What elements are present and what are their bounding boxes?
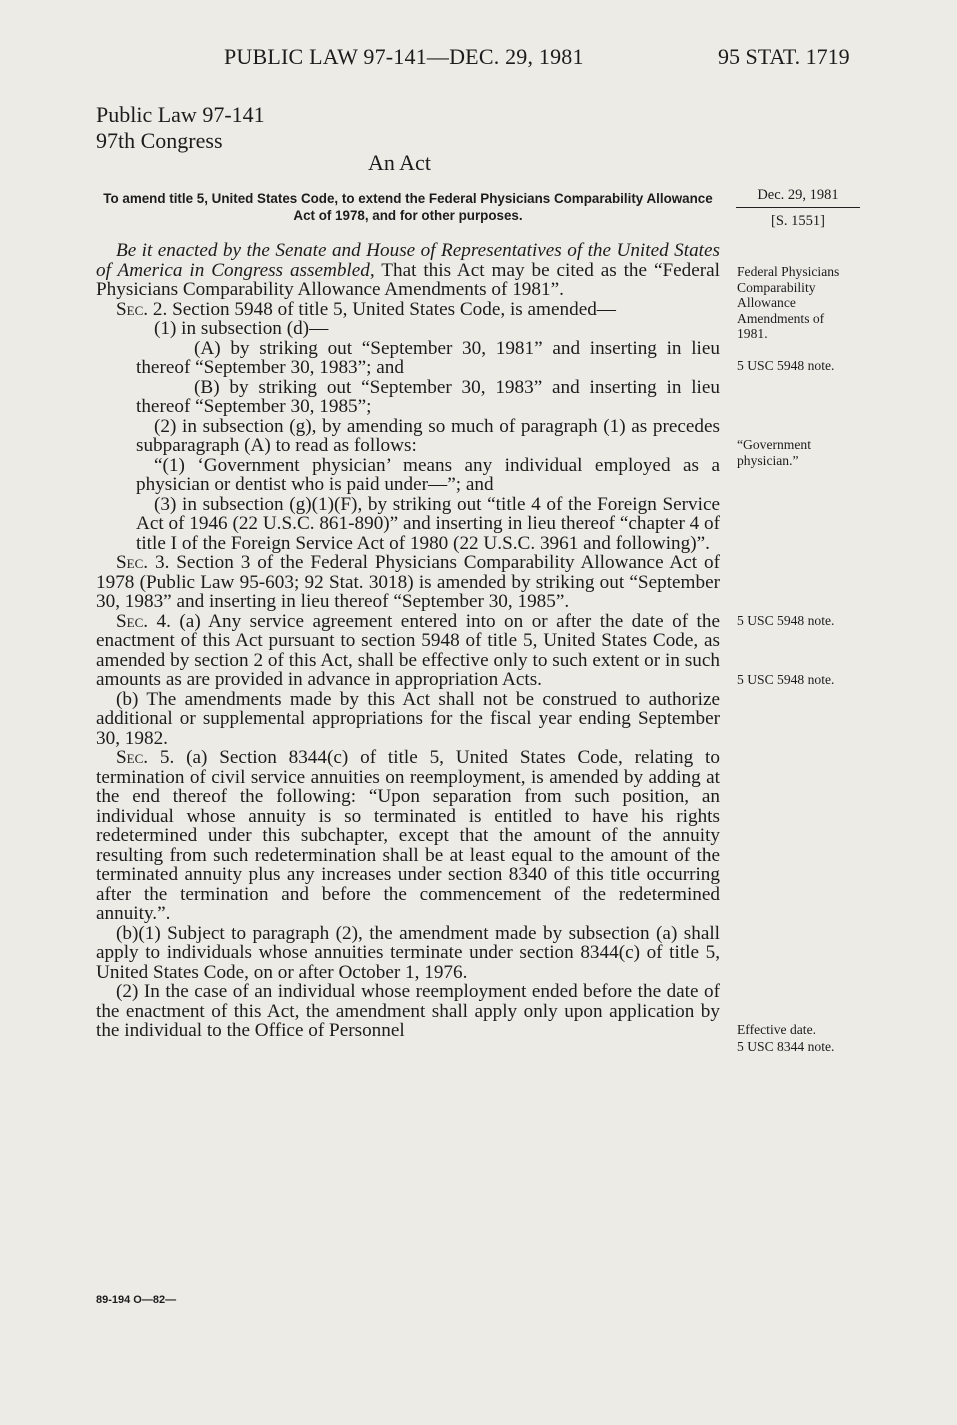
sec2-paragraph-1a: (A) by striking out “September 30, 1981” and inserting in lieu thereof “September 30, 1983”; and: [136, 337, 720, 378]
section-5a: [96, 748, 720, 924]
law-number: Public Law 97-141: [96, 102, 265, 127]
section-4a: [96, 612, 720, 690]
date-box: [736, 186, 860, 230]
sec2-intro: Section 5948 of title 5, United States Code, is amended—: [167, 298, 616, 320]
law-title-block: [96, 102, 265, 154]
sec4-label: Sec. 4.: [116, 610, 171, 632]
margin-note-usc-2: 5 USC 5948 note.: [737, 613, 835, 628]
section-3: [96, 553, 720, 612]
sec4a-text: (a) Any service agreement entered into on or after the date of the enactment of this Act pursuant to section 5948 of title 5, United States Code, as amended by section 2 of this Act, shall be effective only to such extent or in such amounts as are provided in advance in appropriation Acts.: [96, 610, 720, 690]
sec2-paragraph-2-quote: “(1) ‘Government physician’ means any individual employed as a physician or dentist who is paid under—”; and: [136, 454, 720, 495]
congress-number: 97th Congress: [96, 128, 223, 153]
sec2-paragraph-3: (3) in subsection (g)(1)(F), by striking out “title 4 of the Foreign Service Act of 1946 (22 U.S.C. 861-890)” and inserting in lieu thereof “chapter 4 of title I of the Foreign Service Act of 1980 (22 U.S.C. 3961 and following)”.: [136, 493, 721, 554]
sec2-paragraph-1b: (B) by striking out “September 30, 1983” and inserting in lieu thereof “September 30, 1985”;: [136, 376, 720, 417]
section-4b: (b) The amendments made by this Act shall not be construed to authorize additional or supplemental appropriations for the fiscal year ending September 30, 1982.: [96, 688, 720, 749]
sec2-paragraph-2: (2) in subsection (g), by amending so much of paragraph (1) as precedes subparagraph (A) to read as follows:: [136, 415, 720, 456]
margin-note-government-physician: “Government physician.”: [737, 437, 811, 468]
purpose-statement: To amend title 5, United States Code, to extend the Federal Physicians Comparability Allowance Act of 1978, and for other purposes.: [103, 191, 713, 223]
margin-note-effective-date: Effective date.: [737, 1022, 817, 1037]
print-code: 89-194 O—82—: [96, 1294, 177, 1306]
sec3-label: Sec. 3.: [116, 552, 170, 573]
enactment-date: Dec. 29, 1981: [736, 186, 860, 208]
short-title-clause: That this Act may be cited as the “Federal Physicians Comparability Allowance Amendments of 1981”.: [96, 259, 720, 300]
sec5a-text: (a) Section 8344(c) of title 5, United States Code, relating to termination of civil service annuities on reemployment, is amended by adding at the end thereof the following: “Upon separation from such position, an individual whose annuity is so terminated is entitled to have his rights redetermined under this subchapter, except that the amount of the annuity resulting from such redetermination shall be at least equal to the amount of the terminated annuity plus any increases under section 8340 of this title occurring after the termination and before the commencement of the redetermined annuity.”.: [96, 747, 720, 924]
margin-note-usc-4: 5 USC 8344 note.: [737, 1039, 835, 1054]
margin-note-usc-3: 5 USC 5948 note.: [737, 672, 835, 687]
sec5-label: Sec. 5.: [116, 747, 175, 768]
sec2-paragraph-1: (1) in subsection (d)—: [154, 318, 329, 339]
section-5b2: (2) In the case of an individual whose reemployment ended before the date of the enactment of this Act, the amendment shall apply only upon application by the individual to the Office of Personnel: [96, 981, 720, 1041]
running-head: PUBLIC LAW 97-141—DEC. 29, 1981: [224, 44, 584, 69]
section-5b1: (b)(1) Subject to paragraph (2), the amendment made by subsection (a) shall apply to individuals whose annuities terminate under section 8344(c) of title 5, United States Code, on or after October 1, 1976.: [96, 922, 720, 983]
stat-page-number: 95 STAT. 1719: [718, 44, 850, 69]
bill-number: [S. 1551]: [771, 213, 825, 229]
enacting-paragraph: [96, 241, 720, 300]
section-2: [96, 300, 720, 320]
sec3-text: Section 3 of the Federal Physicians Comparability Allowance Act of 1978 (Public Law 95-603; 92 Stat. 3018) is amended by striking out “September 30, 1983” and inserting in lieu thereof “September 30, 1985”.: [96, 552, 720, 612]
statute-body: [96, 241, 720, 1041]
enacting-clause: Be it enacted by the Senate and House of Representatives of the United States of America in Congress assembled,: [96, 240, 720, 281]
margin-note-short-title: Federal Physicians Comparability Allowance Amendments of 1981.: [737, 264, 840, 341]
an-act-heading: An Act: [368, 150, 431, 175]
sec2-label: Sec. 2.: [116, 298, 168, 320]
margin-note-usc-1: 5 USC 5948 note.: [737, 358, 835, 373]
